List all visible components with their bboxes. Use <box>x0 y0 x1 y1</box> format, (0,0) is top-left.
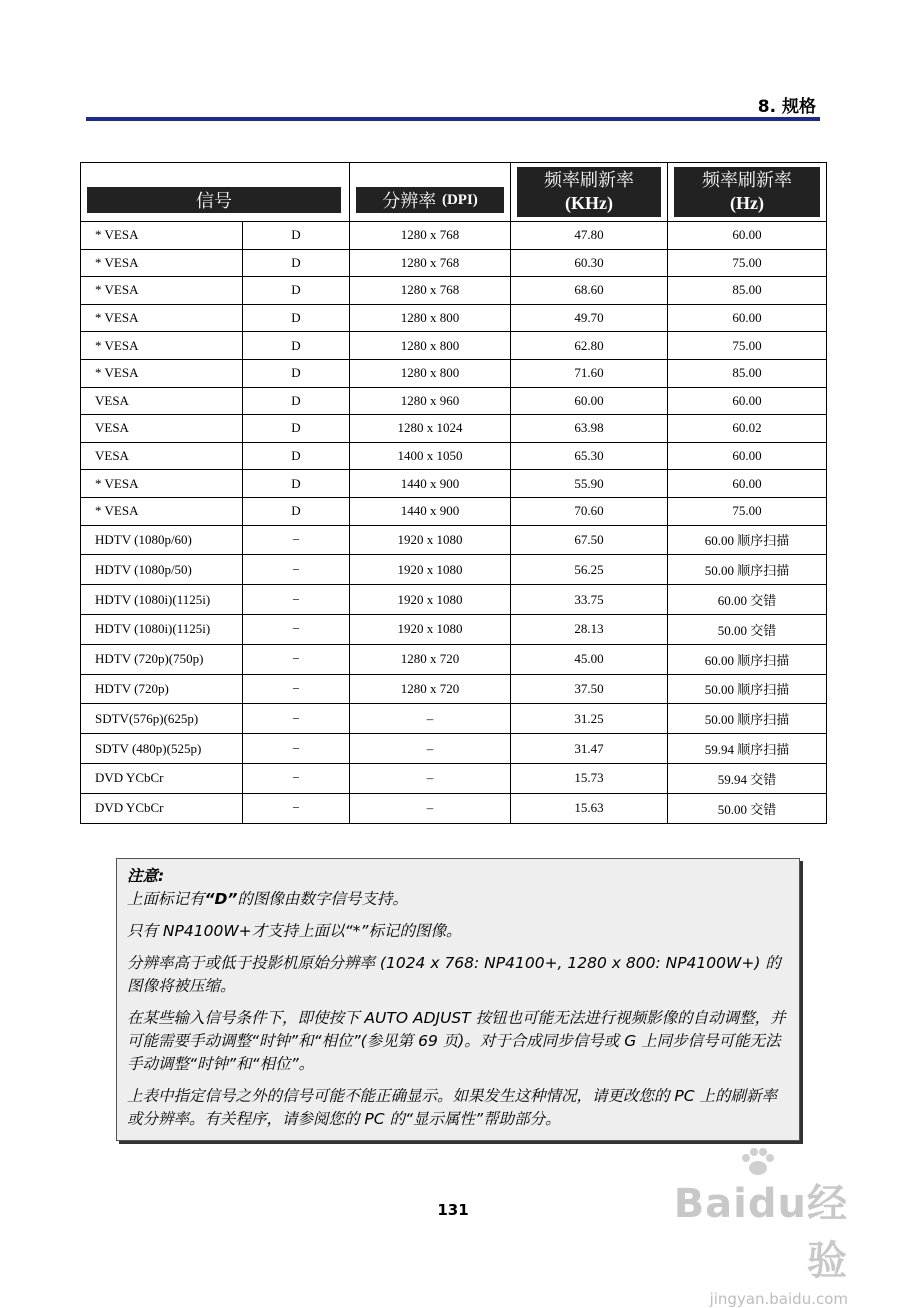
cell-type: − <box>243 644 350 674</box>
cell-khz: 63.98 <box>511 415 668 443</box>
table-row <box>81 497 827 525</box>
cell-hz: 60.02 <box>668 415 827 443</box>
cell-type: D <box>243 442 350 470</box>
note-line-2: 只有 NP4100W+才支持上面以“*”标记的图像。 <box>127 922 462 940</box>
note-line-1: 上面标记有“D”的图像由数字信号支持。 <box>127 890 408 908</box>
cell-khz: 49.70 <box>511 304 668 332</box>
cell-resolution: 1920 x 1080 <box>350 525 511 555</box>
table-body <box>81 222 827 824</box>
cell-khz: 65.30 <box>511 442 668 470</box>
cell-resolution: 1400 x 1050 <box>350 442 511 470</box>
table-header-row <box>81 163 827 222</box>
table-row <box>81 704 827 734</box>
note-title: 注意: <box>127 867 165 885</box>
cell-signal: HDTV (720p)(750p) <box>81 644 243 674</box>
cell-hz: 75.00 <box>668 249 827 277</box>
cell-resolution: 1280 x 768 <box>350 249 511 277</box>
note-box <box>116 858 800 1141</box>
cell-hz: 59.94 顺序扫描 <box>668 734 827 764</box>
table-row <box>81 793 827 823</box>
cell-resolution: 1280 x 768 <box>350 277 511 305</box>
cell-signal: * VESA <box>81 222 243 250</box>
cell-khz: 31.25 <box>511 704 668 734</box>
header-rule <box>86 117 820 121</box>
cell-signal: VESA <box>81 442 243 470</box>
cell-signal: VESA <box>81 415 243 443</box>
cell-signal: * VESA <box>81 277 243 305</box>
table-row <box>81 277 827 305</box>
cell-signal: HDTV (1080i)(1125i) <box>81 585 243 615</box>
cell-hz: 50.00 顺序扫描 <box>668 674 827 704</box>
cell-signal: * VESA <box>81 304 243 332</box>
cell-khz: 55.90 <box>511 470 668 498</box>
header-resolution: 分辨率 (DPI) <box>350 163 511 222</box>
header-h-frequency: 频率刷新率 (KHz) <box>511 163 668 222</box>
cell-type: − <box>243 734 350 764</box>
watermark-site: jingyan.baidu.com <box>709 1290 848 1308</box>
cell-type: D <box>243 497 350 525</box>
cell-signal: SDTV (480p)(525p) <box>81 734 243 764</box>
cell-type: D <box>243 332 350 360</box>
cell-khz: 15.73 <box>511 763 668 793</box>
cell-resolution: 1440 x 900 <box>350 470 511 498</box>
cell-khz: 37.50 <box>511 674 668 704</box>
table-row <box>81 763 827 793</box>
cell-hz: 75.00 <box>668 497 827 525</box>
cell-hz: 60.00 <box>668 470 827 498</box>
cell-resolution: 1440 x 900 <box>350 497 511 525</box>
table-row <box>81 555 827 585</box>
note-line-5: 上表中指定信号之外的信号可能不能正确显示。如果发生这种情况，请更改您的 PC 上的刷新率或分辨率。有关程序，请参阅您的 PC 的“显示属性”帮助部分。 <box>127 1087 778 1128</box>
cell-hz: 50.00 交错 <box>668 793 827 823</box>
cell-hz: 85.00 <box>668 277 827 305</box>
cell-khz: 15.63 <box>511 793 668 823</box>
cell-resolution: 1920 x 1080 <box>350 585 511 615</box>
cell-type: D <box>243 277 350 305</box>
cell-signal: HDTV (1080p/60) <box>81 525 243 555</box>
table-row <box>81 674 827 704</box>
cell-khz: 31.47 <box>511 734 668 764</box>
page-number: 131 <box>437 1201 469 1219</box>
cell-hz: 60.00 顺序扫描 <box>668 525 827 555</box>
cell-signal: * VESA <box>81 332 243 360</box>
cell-hz: 75.00 <box>668 332 827 360</box>
cell-type: − <box>243 704 350 734</box>
table-row <box>81 304 827 332</box>
header-v-frequency: 频率刷新率 (Hz) <box>668 163 827 222</box>
cell-signal: HDTV (1080p/50) <box>81 555 243 585</box>
cell-resolution: – <box>350 763 511 793</box>
cell-signal: DVD YCbCr <box>81 763 243 793</box>
cell-signal: * VESA <box>81 497 243 525</box>
cell-resolution: 1920 x 1080 <box>350 614 511 644</box>
cell-type: − <box>243 585 350 615</box>
cell-signal: VESA <box>81 387 243 415</box>
cell-resolution: 1280 x 800 <box>350 359 511 387</box>
cell-khz: 47.80 <box>511 222 668 250</box>
cell-resolution: 1280 x 720 <box>350 644 511 674</box>
cell-resolution: 1280 x 800 <box>350 304 511 332</box>
signal-spec-table <box>80 162 827 824</box>
table-row <box>81 734 827 764</box>
cell-khz: 70.60 <box>511 497 668 525</box>
cell-khz: 68.60 <box>511 277 668 305</box>
cell-type: − <box>243 793 350 823</box>
table-row <box>81 332 827 360</box>
paw-icon <box>736 1146 776 1176</box>
cell-hz: 60.00 <box>668 304 827 332</box>
cell-signal: SDTV(576p)(625p) <box>81 704 243 734</box>
table-row <box>81 442 827 470</box>
cell-hz: 60.00 <box>668 442 827 470</box>
cell-type: D <box>243 415 350 443</box>
table-row <box>81 359 827 387</box>
baidu-watermark <box>638 1150 848 1308</box>
cell-signal: * VESA <box>81 359 243 387</box>
cell-khz: 67.50 <box>511 525 668 555</box>
cell-hz: 60.00 <box>668 222 827 250</box>
cell-resolution: – <box>350 793 511 823</box>
cell-resolution: – <box>350 734 511 764</box>
cell-hz: 85.00 <box>668 359 827 387</box>
table-row <box>81 415 827 443</box>
cell-hz: 50.00 交错 <box>668 614 827 644</box>
table-row <box>81 222 827 250</box>
cell-khz: 33.75 <box>511 585 668 615</box>
cell-signal: * VESA <box>81 249 243 277</box>
cell-type: − <box>243 614 350 644</box>
cell-signal: HDTV (720p) <box>81 674 243 704</box>
cell-type: − <box>243 674 350 704</box>
cell-resolution: 1280 x 768 <box>350 222 511 250</box>
cell-khz: 60.30 <box>511 249 668 277</box>
cell-type: D <box>243 304 350 332</box>
cell-hz: 60.00 <box>668 387 827 415</box>
table-row <box>81 470 827 498</box>
cell-resolution: 1280 x 720 <box>350 674 511 704</box>
cell-resolution: 1280 x 1024 <box>350 415 511 443</box>
cell-hz: 50.00 顺序扫描 <box>668 555 827 585</box>
cell-resolution: 1280 x 960 <box>350 387 511 415</box>
cell-resolution: – <box>350 704 511 734</box>
cell-signal: * VESA <box>81 470 243 498</box>
header-signal: 信号 <box>81 163 350 222</box>
watermark-logo: Baidu经验 <box>673 1181 848 1284</box>
cell-type: − <box>243 555 350 585</box>
cell-type: D <box>243 249 350 277</box>
table-row <box>81 525 827 555</box>
cell-hz: 50.00 顺序扫描 <box>668 704 827 734</box>
section-title: 8. 规格 <box>757 97 816 117</box>
cell-type: − <box>243 525 350 555</box>
cell-hz: 60.00 顺序扫描 <box>668 644 827 674</box>
cell-khz: 28.13 <box>511 614 668 644</box>
cell-khz: 56.25 <box>511 555 668 585</box>
cell-type: D <box>243 470 350 498</box>
table-row <box>81 644 827 674</box>
cell-resolution: 1280 x 800 <box>350 332 511 360</box>
cell-hz: 60.00 交错 <box>668 585 827 615</box>
table-row <box>81 614 827 644</box>
cell-type: − <box>243 763 350 793</box>
cell-type: D <box>243 387 350 415</box>
cell-khz: 62.80 <box>511 332 668 360</box>
table-row <box>81 249 827 277</box>
cell-khz: 60.00 <box>511 387 668 415</box>
cell-signal: HDTV (1080i)(1125i) <box>81 614 243 644</box>
note-line-3: 分辨率高于或低于投影机原始分辨率 (1024 x 768: NP4100+, 1280 x 800: NP4100W+) 的图像将被压缩。 <box>127 954 781 995</box>
table-row <box>81 387 827 415</box>
cell-khz: 45.00 <box>511 644 668 674</box>
cell-resolution: 1920 x 1080 <box>350 555 511 585</box>
cell-type: D <box>243 222 350 250</box>
table-row <box>81 585 827 615</box>
cell-signal: DVD YCbCr <box>81 793 243 823</box>
cell-hz: 59.94 交错 <box>668 763 827 793</box>
note-line-4: 在某些输入信号条件下，即使按下 AUTO ADJUST 按钮也可能无法进行视频影像的自动调整，并可能需要手动调整“时钟”和“相位”(参见第 69 页)。对于合成同步信号或 G 上同步信号可能无法手动调整“时钟”和“相位”。 <box>127 1009 786 1073</box>
cell-khz: 71.60 <box>511 359 668 387</box>
cell-type: D <box>243 359 350 387</box>
